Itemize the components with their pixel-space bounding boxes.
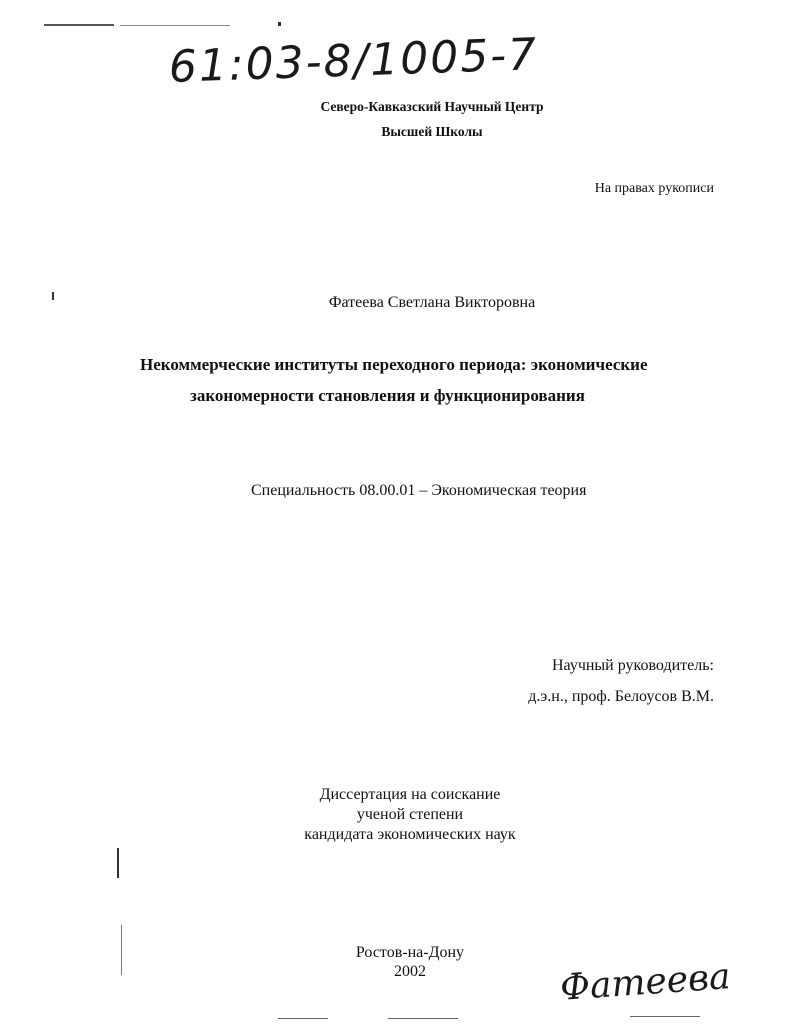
place: Ростов-на-Дону [355,944,465,961]
scan-line-bottom-2 [388,1018,458,1019]
institution-line-1: Северо-Кавказский Научный Центр [320,99,544,114]
title-line-1: Некоммерческие институты переходного периода: экономические [140,355,648,374]
scan-dot [278,22,281,26]
scan-line-top [44,24,114,26]
rights-note: На правах рукописи [594,181,714,196]
dissertation-line-3: кандидата экономических наук [304,826,516,843]
supervisor-label: Научный руководитель: [551,657,714,674]
scan-mark-margin [117,848,119,878]
supervisor-name: д.э.н., проф. Белоусов В.М. [528,688,714,705]
scan-line-bottom-3 [630,1016,700,1017]
scan-line-bottom [278,1018,328,1019]
dissertation-line-1: Диссертация на соискание [319,786,501,803]
signature: Фатеева [558,956,732,1009]
author-name: Фатеева Светлана Викторовна [328,294,536,311]
specialty: Специальность 08.00.01 – Экономическая теория [251,482,587,499]
title-line-2: закономерности становления и функционирования [190,386,585,405]
scan-mark-margin-2 [121,925,122,975]
institution-line-2: Высшей Школы [381,124,483,139]
archive-number: 61:03-8/1005-7 [168,29,539,93]
scan-mark-left [52,292,54,300]
year: 2002 [394,963,426,980]
scan-line-top-2 [120,25,230,26]
dissertation-line-2: ученой степени [356,806,464,823]
